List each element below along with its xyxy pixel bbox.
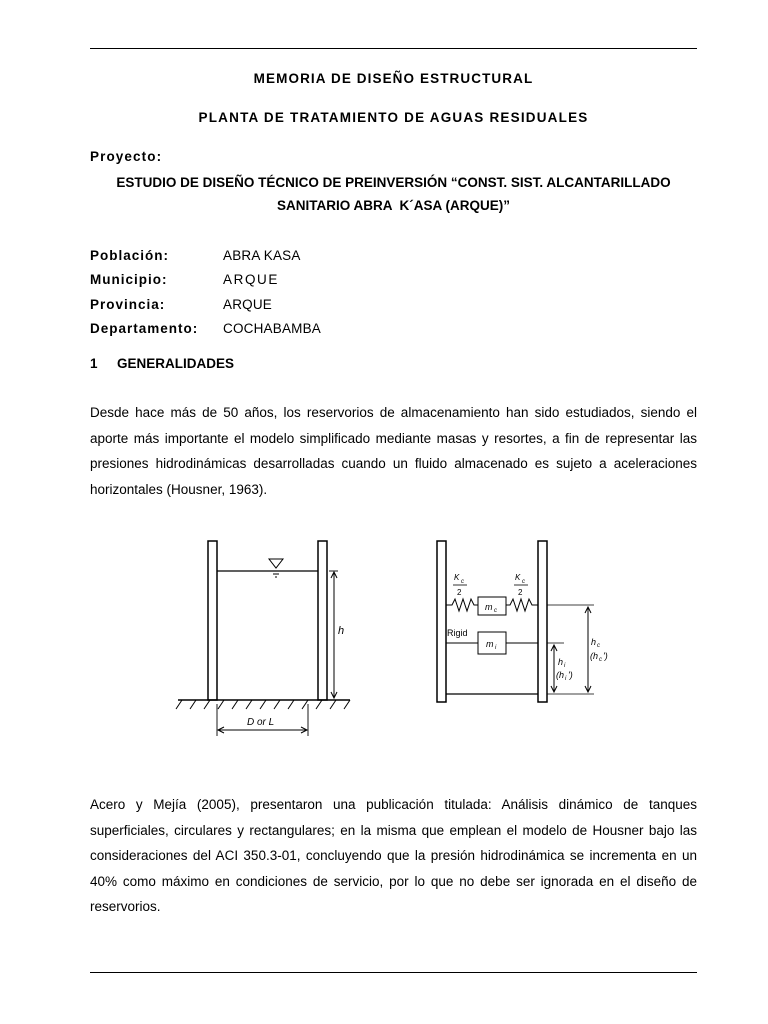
rigid-label: Rigid — [447, 628, 468, 638]
document-subtitle: PLANTA DE TRATAMIENTO DE AGUAS RESIDUALES — [198, 110, 589, 125]
kc-label-right: K — [515, 573, 521, 582]
hc-alt-label: (h — [590, 651, 599, 661]
model-right-wall — [538, 541, 547, 702]
kc-sub-right: c — [522, 579, 525, 585]
paragraph-1: Desde hace más de 50 años, los reservorios de almacenamiento han sido estudiados, siendo el aporte más importante el modelo simplificado mediante masas y resortes, a fin de representar las presiones hidrodinámicas desarrolladas cuando un fluido almacenado es sujeto a aceleraciones horizontales (Housner, 1963). — [90, 405, 697, 497]
info-value: COCHABAMBA — [223, 321, 322, 337]
tank-right-wall — [318, 541, 327, 700]
hc-alt-close: ') — [603, 651, 608, 661]
convective-mass-label: m — [485, 602, 493, 612]
project-info-table — [90, 243, 321, 341]
info-key: Provincia: — [90, 296, 166, 312]
spring-left — [446, 599, 478, 611]
top-rule — [90, 48, 697, 49]
hi-label: h — [558, 657, 564, 667]
hc-alt-sub: c — [599, 657, 602, 663]
hc-sub: c — [597, 643, 600, 649]
kc-label-left: K — [454, 573, 460, 582]
hi-sub: i — [564, 663, 566, 669]
info-row-provincia — [90, 292, 321, 317]
hc-label: h — [591, 637, 597, 647]
document-title: MEMORIA DE DISEÑO ESTRUCTURAL — [253, 71, 534, 86]
info-key: Municipio: — [90, 272, 168, 288]
impulsive-mass-sub: i — [495, 645, 497, 651]
section-heading — [90, 356, 234, 371]
spring-right — [506, 599, 538, 611]
bottom-rule — [90, 972, 697, 973]
info-value: ARQUE — [223, 296, 273, 312]
project-label: Proyecto: — [90, 149, 163, 164]
info-key: Población: — [90, 247, 170, 263]
housner-diagram — [172, 528, 614, 740]
ground-hatching — [176, 700, 350, 709]
kc-den-right: 2 — [518, 588, 523, 597]
kc-sub-left: c — [461, 579, 464, 585]
housner-model-figure — [172, 528, 614, 740]
info-value: ARQUE — [223, 272, 280, 288]
section-title: GENERALIDADES — [117, 356, 235, 371]
info-key: Departamento: — [90, 321, 199, 337]
project-title — [90, 171, 697, 217]
spring-mass-model — [437, 541, 608, 702]
info-row-municipio — [90, 268, 321, 293]
convective-mass-sub: c — [494, 608, 497, 614]
tank-left-wall — [208, 541, 217, 700]
project-title-line1: ESTUDIO DE DISEÑO TÉCNICO DE PREINVERSIÓN “CONST. SIST. ALCANTARILLADO — [116, 175, 671, 190]
impulsive-mass-label: m — [486, 639, 494, 649]
project-title-line2: SANITARIO ABRA K´ASA (ARQUE)” — [277, 198, 510, 213]
hi-alt-label: (h — [556, 670, 565, 680]
hi-alt-close: ') — [568, 670, 573, 680]
info-row-departamento — [90, 317, 321, 342]
height-label: h — [338, 625, 345, 637]
hi-alt-sub: i — [565, 676, 567, 682]
width-label: D or L — [247, 717, 275, 728]
model-left-wall — [437, 541, 446, 702]
info-row-poblacion — [90, 243, 321, 268]
tank-diagram — [176, 541, 350, 736]
water-level-icon — [269, 559, 283, 577]
section-number: 1 — [90, 356, 98, 371]
info-value: ABRA KASA — [223, 247, 301, 263]
kc-den-left: 2 — [457, 588, 462, 597]
paragraph-2: Acero y Mejía (2005), presentaron una publicación titulada: Análisis dinámico de tanques superficiales, circulares y rectangulares; en la misma que emplean el modelo de Housner bajo las consideraciones del ACI 350.3-01, concluyendo que la presión hidrodinámica se incrementa en un 40% como máximo en condiciones de servicio, por lo que no debe ser ignorada en el diseño de reservorios. — [90, 797, 697, 915]
